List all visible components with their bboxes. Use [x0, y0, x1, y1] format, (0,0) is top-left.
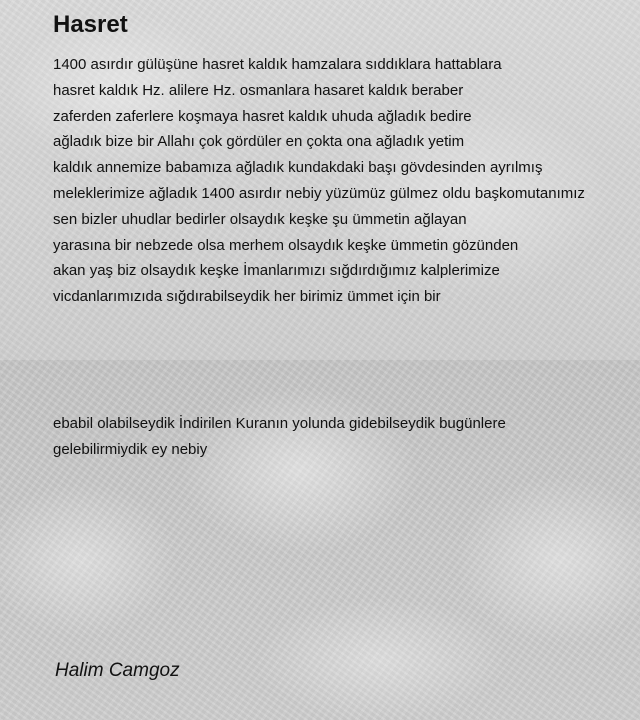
poem-line: zaferden zaferlere koşmaya hasret kaldık uhuda ağladık bedire [53, 107, 472, 125]
poem-line: yarasına bir nebzede olsa merhem olsaydık keşke ümmetin gözünden [53, 236, 519, 254]
poem-line: hasret kaldık Hz. alilere Hz. osmanlara hasaret kaldık beraber [53, 81, 464, 99]
poem-line: gelebilirmiydik ey nebiy [53, 440, 208, 458]
poem-line: kaldık annemize babamıza ağladık kundakdaki başı gövdesinden ayrılmış [53, 159, 543, 177]
poem-author: Halim Camgoz [55, 660, 180, 681]
poem-line: 1400 asırdır gülüşüne hasret kaldık hamzalara sıddıklara hattablara [53, 56, 502, 73]
poem-line: ağladık bize bir Allahı çok gördüler en çokta ona ağladık yetim [53, 133, 465, 151]
poem-line: akan yaş biz olsaydık keşke İmanlarımızı sığdırdığımız kalplerimize [53, 262, 500, 280]
poem-line: meleklerimize ağladık 1400 asırdır nebiy yüzümüz gülmez oldu başkomutanımız [53, 184, 585, 202]
poem-line: vicdanlarımızıda sığdırabilseydik her birimiz ümmet için bir [53, 288, 441, 306]
poem-line: ebabil olabilseydik İndirilen Kuranın yolunda gidebilseydik bugünlere [53, 415, 506, 432]
stanza-1 [53, 52, 640, 310]
poem-title: Hasret [53, 11, 128, 38]
stanza-2 [53, 411, 640, 463]
poem-line: sen bizler uhudlar bedirler olsaydık keşke şu ümmetin ağlayan [53, 210, 467, 228]
